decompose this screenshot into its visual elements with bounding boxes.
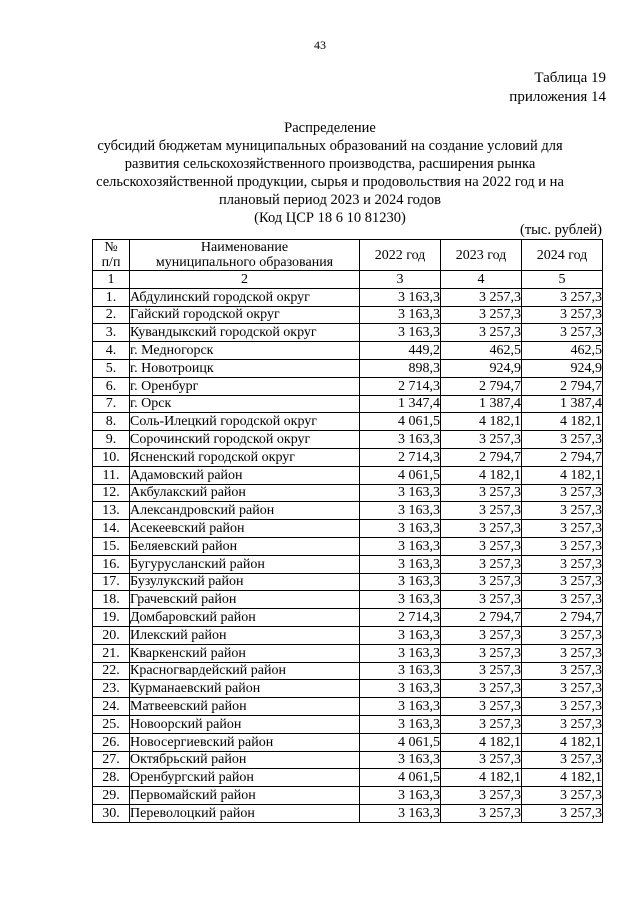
table-row: [93, 751, 603, 769]
value-2023: 3 257,3: [441, 502, 522, 520]
table-row: [93, 431, 603, 449]
value-2022: 4 061,5: [360, 769, 441, 787]
row-number: 1.: [93, 288, 130, 306]
table-body: [93, 288, 603, 822]
value-2024: 3 257,3: [522, 573, 603, 591]
table-ref-line2: приложения 14: [509, 89, 606, 105]
table-row: [93, 395, 603, 413]
value-2024: 3 257,3: [522, 288, 603, 306]
table-row: [93, 662, 603, 680]
row-number: 9.: [93, 431, 130, 449]
value-2023: 3 257,3: [441, 644, 522, 662]
value-2022: 4 061,5: [360, 413, 441, 431]
column-number-row: [93, 271, 603, 289]
value-2024: 4 182,1: [522, 413, 603, 431]
row-number: 30.: [93, 804, 130, 822]
table-row: [93, 537, 603, 555]
value-2023: 4 182,1: [441, 733, 522, 751]
value-2024: 3 257,3: [522, 626, 603, 644]
value-2022: 898,3: [360, 359, 441, 377]
table-row: [93, 484, 603, 502]
municipality-name: Соль-Илецкий городской округ: [130, 413, 360, 431]
value-2023: 3 257,3: [441, 591, 522, 609]
table-row: [93, 448, 603, 466]
column-number-1: 1: [93, 271, 130, 289]
value-2023: 3 257,3: [441, 715, 522, 733]
value-2024: 3 257,3: [522, 324, 603, 342]
municipality-name: Новоорский район: [130, 715, 360, 733]
value-2023: 3 257,3: [441, 680, 522, 698]
municipality-name: г. Новотроицк: [130, 359, 360, 377]
header-row: [93, 240, 603, 271]
value-2023: 3 257,3: [441, 698, 522, 716]
table-row: [93, 377, 603, 395]
row-number: 10.: [93, 448, 130, 466]
header-number: [93, 240, 130, 271]
title-line-6: (Код ЦСР 18 6 10 81230): [254, 210, 406, 226]
row-number: 5.: [93, 359, 130, 377]
title-line-5: плановый период 2023 и 2024 годов: [219, 192, 441, 208]
row-number: 20.: [93, 626, 130, 644]
table-row: [93, 804, 603, 822]
row-number: 28.: [93, 769, 130, 787]
row-number: 13.: [93, 502, 130, 520]
page-number: 43: [314, 38, 326, 52]
table-row: [93, 680, 603, 698]
value-2024: 2 794,7: [522, 448, 603, 466]
municipality-name: Бузулукский район: [130, 573, 360, 591]
value-2022: 3 163,3: [360, 591, 441, 609]
municipality-name: Новосергиевский район: [130, 733, 360, 751]
municipality-name: Оренбургский район: [130, 769, 360, 787]
row-number: 29.: [93, 787, 130, 805]
municipality-name: Асекеевский район: [130, 520, 360, 538]
value-2023: 2 794,7: [441, 448, 522, 466]
value-2024: 4 182,1: [522, 733, 603, 751]
row-number: 25.: [93, 715, 130, 733]
municipality-name: г. Орск: [130, 395, 360, 413]
column-number-5: 5: [522, 271, 603, 289]
table-row: [93, 698, 603, 716]
row-number: 26.: [93, 733, 130, 751]
municipality-name: г. Медногорск: [130, 342, 360, 360]
value-2022: 3 163,3: [360, 698, 441, 716]
value-2024: 3 257,3: [522, 662, 603, 680]
municipality-name: Матвеевский район: [130, 698, 360, 716]
row-number: 19.: [93, 609, 130, 627]
header-2023: 2023 год: [441, 240, 522, 271]
units-label: (тыс. рублей): [520, 222, 602, 238]
value-2023: 3 257,3: [441, 537, 522, 555]
table-row: [93, 715, 603, 733]
value-2022: 4 061,5: [360, 466, 441, 484]
value-2022: 3 163,3: [360, 520, 441, 538]
value-2024: 3 257,3: [522, 431, 603, 449]
municipality-name: Абдулинский городской округ: [130, 288, 360, 306]
row-number: 24.: [93, 698, 130, 716]
header-2024: 2024 год: [522, 240, 603, 271]
value-2024: 2 794,7: [522, 377, 603, 395]
value-2022: 3 163,3: [360, 555, 441, 573]
value-2023: 924,9: [441, 359, 522, 377]
value-2022: 3 163,3: [360, 662, 441, 680]
value-2022: 3 163,3: [360, 573, 441, 591]
row-number: 4.: [93, 342, 130, 360]
value-2023: 4 182,1: [441, 769, 522, 787]
municipality-name: Бугурусланский район: [130, 555, 360, 573]
value-2024: 2 794,7: [522, 609, 603, 627]
header-number-line2: п/п: [101, 255, 121, 270]
table-row: [93, 573, 603, 591]
value-2024: 1 387,4: [522, 395, 603, 413]
value-2023: 3 257,3: [441, 787, 522, 805]
value-2023: 3 257,3: [441, 804, 522, 822]
municipality-name: Гайский городской округ: [130, 306, 360, 324]
table-row: [93, 733, 603, 751]
value-2022: 3 163,3: [360, 502, 441, 520]
row-number: 27.: [93, 751, 130, 769]
municipality-name: Илекский район: [130, 626, 360, 644]
value-2024: 3 257,3: [522, 502, 603, 520]
value-2023: 3 257,3: [441, 324, 522, 342]
header-number-line1: №: [104, 240, 118, 255]
value-2024: 4 182,1: [522, 466, 603, 484]
table-row: [93, 609, 603, 627]
table-row: [93, 520, 603, 538]
table-row: [93, 626, 603, 644]
value-2024: 3 257,3: [522, 306, 603, 324]
column-number-3: 3: [360, 271, 441, 289]
municipality-name: Ясненский городской округ: [130, 448, 360, 466]
row-number: 16.: [93, 555, 130, 573]
value-2024: 4 182,1: [522, 769, 603, 787]
value-2022: 3 163,3: [360, 306, 441, 324]
table-row: [93, 787, 603, 805]
value-2023: 3 257,3: [441, 555, 522, 573]
row-number: 17.: [93, 573, 130, 591]
value-2023: 2 794,7: [441, 609, 522, 627]
value-2022: 4 061,5: [360, 733, 441, 751]
value-2024: 3 257,3: [522, 537, 603, 555]
municipality-name: Грачевский район: [130, 591, 360, 609]
header-name-line2: муниципального образования: [155, 255, 334, 270]
table-row: [93, 324, 603, 342]
row-number: 11.: [93, 466, 130, 484]
value-2022: 3 163,3: [360, 804, 441, 822]
row-number: 8.: [93, 413, 130, 431]
value-2023: 4 182,1: [441, 466, 522, 484]
column-number-4: 4: [441, 271, 522, 289]
row-number: 2.: [93, 306, 130, 324]
municipality-name: Кувандыкский городской округ: [130, 324, 360, 342]
table-reference: [509, 69, 606, 107]
header-name-line1: Наименование: [200, 240, 289, 255]
value-2024: 924,9: [522, 359, 603, 377]
value-2024: 3 257,3: [522, 751, 603, 769]
value-2022: 3 163,3: [360, 324, 441, 342]
row-number: 7.: [93, 395, 130, 413]
value-2023: 1 387,4: [441, 395, 522, 413]
value-2022: 3 163,3: [360, 484, 441, 502]
value-2024: 462,5: [522, 342, 603, 360]
row-number: 22.: [93, 662, 130, 680]
value-2023: 3 257,3: [441, 306, 522, 324]
header-name: [130, 240, 360, 271]
value-2023: 3 257,3: [441, 431, 522, 449]
row-number: 21.: [93, 644, 130, 662]
table-row: [93, 591, 603, 609]
title-line-3: развития сельскохозяйственного производства, расширения рынка: [124, 156, 536, 172]
municipality-name: Акбулакский район: [130, 484, 360, 502]
value-2022: 3 163,3: [360, 288, 441, 306]
municipality-name: Домбаровский район: [130, 609, 360, 627]
value-2023: 3 257,3: [441, 626, 522, 644]
value-2023: 3 257,3: [441, 573, 522, 591]
document-title: [60, 119, 600, 227]
value-2023: 3 257,3: [441, 484, 522, 502]
value-2024: 3 257,3: [522, 698, 603, 716]
value-2023: 462,5: [441, 342, 522, 360]
value-2022: 3 163,3: [360, 644, 441, 662]
value-2023: 3 257,3: [441, 288, 522, 306]
municipality-name: Переволоцкий район: [130, 804, 360, 822]
table-row: [93, 359, 603, 377]
row-number: 23.: [93, 680, 130, 698]
row-number: 14.: [93, 520, 130, 538]
municipality-name: Октябрьский район: [130, 751, 360, 769]
value-2022: 3 163,3: [360, 751, 441, 769]
row-number: 18.: [93, 591, 130, 609]
header-2022: 2022 год: [360, 240, 441, 271]
value-2022: 2 714,3: [360, 377, 441, 395]
row-number: 15.: [93, 537, 130, 555]
value-2022: 3 163,3: [360, 626, 441, 644]
value-2023: 3 257,3: [441, 751, 522, 769]
table-row: [93, 342, 603, 360]
table-row: [93, 644, 603, 662]
row-number: 3.: [93, 324, 130, 342]
title-line-2: субсидий бюджетам муниципальных образований на создание условий для: [97, 138, 563, 154]
value-2024: 3 257,3: [522, 484, 603, 502]
table-row: [93, 288, 603, 306]
row-number: 6.: [93, 377, 130, 395]
table-row: [93, 555, 603, 573]
value-2022: 2 714,3: [360, 609, 441, 627]
value-2024: 3 257,3: [522, 787, 603, 805]
value-2022: 3 163,3: [360, 715, 441, 733]
value-2023: 3 257,3: [441, 520, 522, 538]
value-2024: 3 257,3: [522, 520, 603, 538]
municipality-name: Кваркенский район: [130, 644, 360, 662]
table-row: [93, 769, 603, 787]
subsidy-table: [92, 239, 603, 823]
table-row: [93, 413, 603, 431]
municipality-name: Курманаевский район: [130, 680, 360, 698]
value-2022: 3 163,3: [360, 431, 441, 449]
value-2024: 3 257,3: [522, 804, 603, 822]
value-2022: 3 163,3: [360, 537, 441, 555]
value-2024: 3 257,3: [522, 644, 603, 662]
municipality-name: г. Оренбург: [130, 377, 360, 395]
title-line-1: Распределение: [284, 120, 376, 136]
value-2024: 3 257,3: [522, 680, 603, 698]
municipality-name: Красногвардейский район: [130, 662, 360, 680]
table-row: [93, 502, 603, 520]
row-number: 12.: [93, 484, 130, 502]
value-2023: 3 257,3: [441, 662, 522, 680]
municipality-name: Первомайский район: [130, 787, 360, 805]
value-2022: 3 163,3: [360, 787, 441, 805]
table-ref-line1: Таблица 19: [534, 70, 606, 86]
value-2023: 4 182,1: [441, 413, 522, 431]
table-row: [93, 306, 603, 324]
municipality-name: Беляевский район: [130, 537, 360, 555]
value-2024: 3 257,3: [522, 555, 603, 573]
column-number-2: 2: [130, 271, 360, 289]
value-2022: 3 163,3: [360, 680, 441, 698]
table-row: [93, 466, 603, 484]
value-2022: 449,2: [360, 342, 441, 360]
municipality-name: Адамовский район: [130, 466, 360, 484]
municipality-name: Александровский район: [130, 502, 360, 520]
value-2024: 3 257,3: [522, 591, 603, 609]
municipality-name: Сорочинский городской округ: [130, 431, 360, 449]
value-2022: 2 714,3: [360, 448, 441, 466]
value-2024: 3 257,3: [522, 715, 603, 733]
value-2022: 1 347,4: [360, 395, 441, 413]
value-2023: 2 794,7: [441, 377, 522, 395]
title-line-4: сельскохозяйственной продукции, сырья и продовольствия на 2022 год и на: [96, 174, 564, 190]
